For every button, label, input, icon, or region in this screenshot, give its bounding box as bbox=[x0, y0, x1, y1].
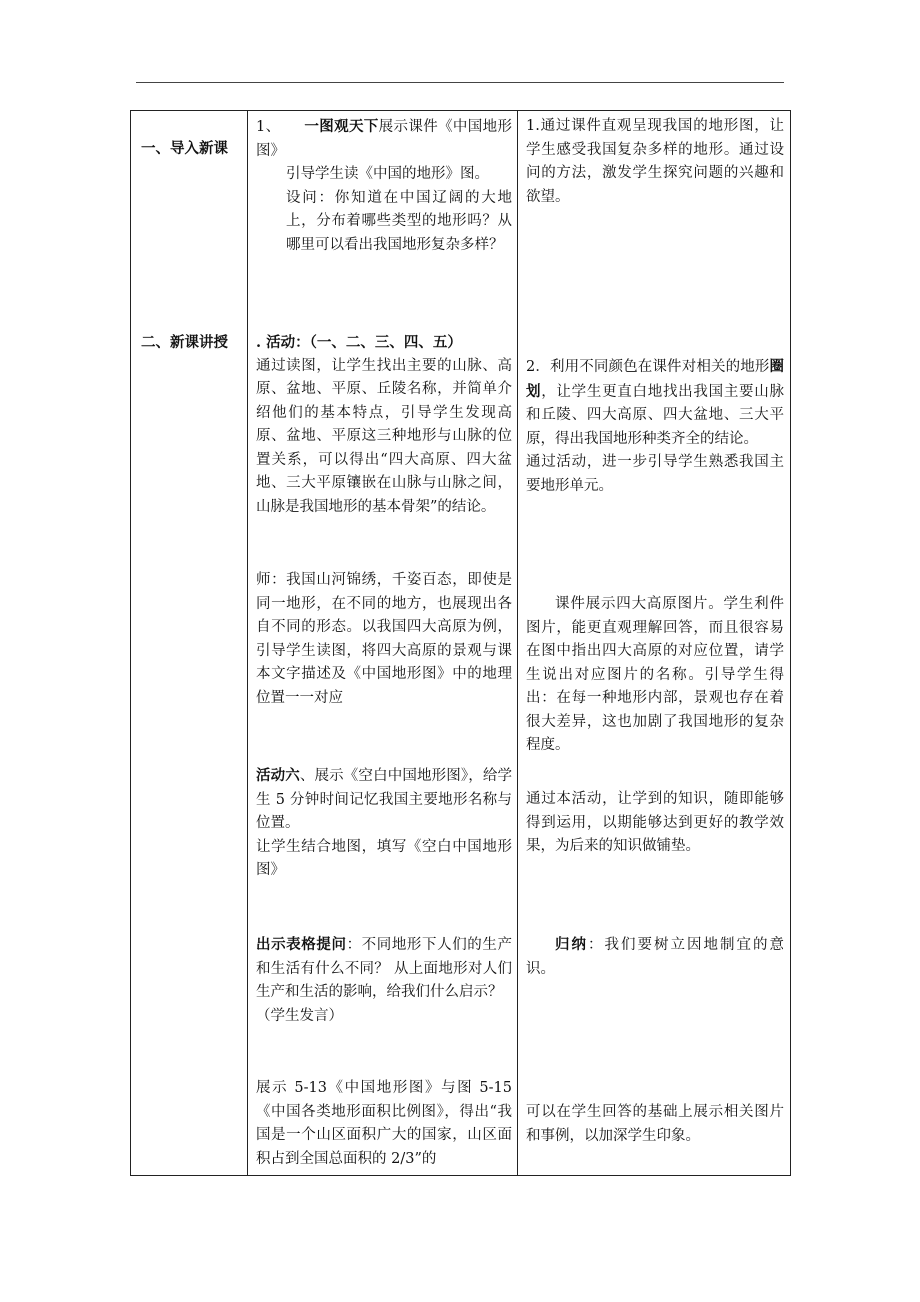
activity-text: 引导学生读《中国的地形》图。 bbox=[286, 166, 489, 182]
rationale-block-4 bbox=[526, 788, 784, 859]
activity-text: 设问：你知道在中国辽阔的大地上，分布着哪些类型的地形吗？从哪里可以看出我国地形复杂多样？ bbox=[286, 189, 512, 253]
lesson-plan-table bbox=[130, 110, 791, 1176]
activity-block-6 bbox=[256, 1077, 512, 1171]
activity-text: 展示课件《中国地形图》 bbox=[256, 119, 513, 159]
table-row bbox=[131, 111, 791, 1176]
rationale-text: ：我们要树立因地制宜的意识。 bbox=[526, 937, 784, 977]
activity-text: 让学生结合地图，填写《空白中国地形图》 bbox=[256, 838, 512, 878]
section-intro-label: 一、导入新课 bbox=[141, 141, 228, 157]
activity-title: 出示表格提问 bbox=[256, 936, 347, 953]
activity-heading: . 活动：（一、二、三、四、五） bbox=[256, 334, 462, 351]
activity-block-5 bbox=[256, 933, 512, 1028]
rationale-block-1 bbox=[526, 115, 784, 209]
activity-text: 展示 5-13《中国地形图》与图 5-15《中国各类地形面积比例图》，得出“我国是一个山区面积广大的国家，山区面积占到全国总面积的 2/3”的 bbox=[256, 1080, 512, 1167]
activity-block-1 bbox=[256, 115, 512, 257]
section-lecture-label: 二、新课讲授 bbox=[141, 335, 228, 351]
activity-text: 通过读图，让学生找出主要的山脉、高原、盆地、平原、丘陵名称，并简单介绍他们的基本特点，引导学生发现高原、盆地、平原这三种地形与山脉的位置关系，可以得出“四大高原、四大盆地、三大平原镶嵌在山脉与山脉之间，山脉是我国地形的基本骨架”的结论。 bbox=[256, 357, 512, 515]
activity-title: 一图观天下 bbox=[304, 118, 379, 135]
item-number: 1、 bbox=[256, 119, 281, 135]
rationale-text: ，让学生更直白地找出我国主要山脉和丘陵、四大高原、四大盆地、三大平原，得出我国地形种类齐全的结论。 bbox=[526, 383, 784, 447]
rationale-text: 1.通过课件直观呈现我国的地形图，让学生感受我国复杂多样的地形。通过设问的方法，激发学生探究问题的兴趣和欲望。 bbox=[526, 118, 784, 205]
rationale-column bbox=[518, 111, 791, 1176]
rationale-block-5 bbox=[526, 933, 784, 981]
activity-title: 活动六 bbox=[256, 767, 300, 784]
activity-text: ：不同地形下人们的生产和生活有什么不同？ 从上面地形对人们生产和生活的影响，给我们什么启示？ bbox=[256, 937, 512, 1000]
activity-block-4 bbox=[256, 764, 512, 883]
rationale-block-6 bbox=[526, 1101, 784, 1148]
activity-text: （学生发言） bbox=[256, 1007, 343, 1024]
rationale-text: 2．利用不同颜色在课件对相关的地形 bbox=[526, 359, 770, 375]
rationale-text: 可以在学生回答的基础上展示相关图片和事例，以加深学生印象。 bbox=[526, 1104, 784, 1144]
section-column bbox=[131, 111, 248, 1176]
header-rule bbox=[136, 82, 784, 83]
rationale-text: 课件展示四大高原图片。学生利件图片，能更直观理解回答，而且很容易在图中指出四大高原的对应位置，请学生说出对应图片的名称。引导学生得出：在每一种地形内部，景观也存在着很大差异，这也加剧了我国地形的复杂程度。 bbox=[526, 596, 784, 753]
activity-text: 、展示《空白中国地形图》，给学生 5 分钟时间记忆我国主要地形名称与位置。 bbox=[256, 768, 513, 831]
rationale-text: 通过活动，进一步引导学生熟悉我国主要地形单元。 bbox=[526, 454, 784, 494]
rationale-block-3 bbox=[526, 593, 784, 758]
rationale-emphasis: 归纳 bbox=[555, 936, 588, 953]
rationale-text: 通过本活动，让学到的知识，随即能够得到运用，以期能够达到更好的教学效果，为后来的知识做铺垫。 bbox=[526, 791, 784, 854]
rationale-emphasis: 圈划 bbox=[526, 358, 784, 400]
activity-block-2 bbox=[256, 331, 512, 519]
activity-text: 师：我国山河锦绣，千姿百态，即使是同一地形，在不同的地方，也展现出各自不同的形态。以我国四大高原为例，引导学生读图，将四大高原的景观与课本文字描述及《中国地形图》中的地理位置一一对应 bbox=[256, 572, 512, 706]
activity-block-3 bbox=[256, 569, 512, 710]
rationale-block-2 bbox=[526, 355, 784, 498]
activity-column bbox=[248, 111, 518, 1176]
